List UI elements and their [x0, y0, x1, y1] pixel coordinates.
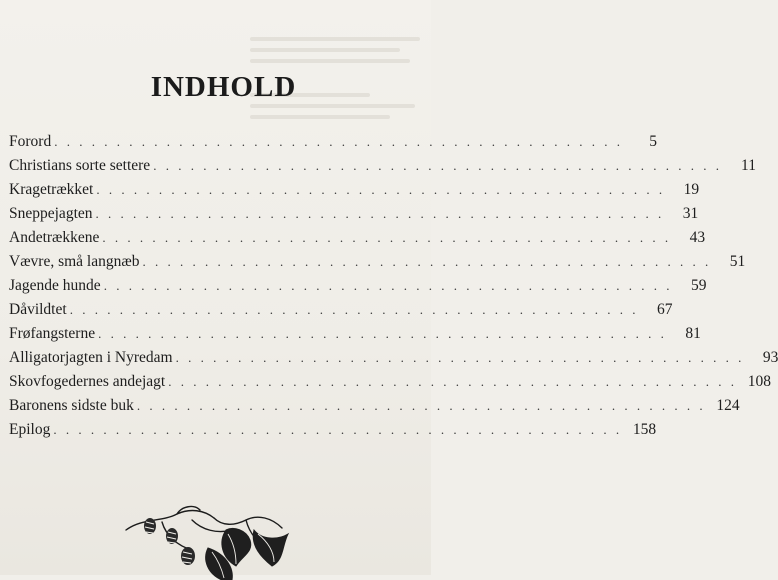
toc-entry[interactable] [9, 130, 657, 154]
dot-leader: . . . . . . . . . . . . . . . . . . . . . . . . . . . . . . . . . . . . . . . . . . . . . . [136, 398, 706, 413]
toc-entry-label: Christians sorte settere [9, 157, 151, 174]
toc-entry[interactable] [9, 370, 771, 394]
dot-leader: . . . . . . . . . . . . . . . . . . . . . . . . . . . . . . . . . . . . . . . . . . . . . . [98, 326, 667, 341]
dot-leader: . . . . . . . . . . . . . . . . . . . . . . . . . . . . . . . . . . . . . . . . . . . . . . [168, 374, 737, 389]
toc-entry-label: Baronens sidste buk [9, 397, 134, 414]
toc-entry[interactable] [9, 346, 778, 370]
toc-entry[interactable] [9, 226, 706, 250]
toc-entry[interactable] [9, 394, 740, 418]
toc-entry-page: 43 [689, 229, 706, 246]
dot-leader: . . . . . . . . . . . . . . . . . . . . . . . . . . . . . . . . . . . . . . . . . . . . . . [102, 230, 672, 245]
dot-leader: . . . . . . . . . . . . . . . . . . . . . . . . . . . . . . . . . . . . . . . . . . . . . . [54, 134, 623, 149]
dot-leader: . . . . . . . . . . . . . . . . . . . . . . . . . . . . . . . . . . . . . . . . . . . . . . [69, 302, 639, 317]
dot-leader: . . . . . . . . . . . . . . . . . . . . . . . . . . . . . . . . . . . . . . . . . . . . . . [175, 350, 745, 365]
toc-entry[interactable] [9, 154, 756, 178]
toc-entry-page: 11 [741, 157, 756, 174]
toc-entry-page: 31 [682, 205, 699, 222]
dot-leader: . . . . . . . . . . . . . . . . . . . . . . . . . . . . . . . . . . . . . . . . . . . . . . [142, 254, 712, 269]
toc-entry-label: Sneppejagten [9, 205, 93, 222]
toc-entry-page: 51 [729, 253, 746, 270]
toc-entry-page: 5 [649, 133, 657, 150]
toc-entry-label: Skovfogedernes andejagt [9, 373, 166, 390]
dot-leader: . . . . . . . . . . . . . . . . . . . . . . . . . . . . . . . . . . . . . . . . . . . . . . [103, 278, 673, 293]
toc-entry[interactable] [9, 322, 701, 346]
toc-entry-label: Forord [9, 133, 52, 150]
toc-entry-label: Vævre, små langnæb [9, 253, 140, 270]
toc-entry[interactable] [9, 418, 657, 442]
dot-leader: . . . . . . . . . . . . . . . . . . . . . . . . . . . . . . . . . . . . . . . . . . . . . . [153, 158, 722, 173]
hop-vine-ornament-icon [122, 500, 302, 580]
toc-entry-page: 81 [685, 325, 701, 342]
toc-entry-page: 67 [656, 301, 673, 318]
toc-entry[interactable] [9, 274, 707, 298]
toc-entry[interactable] [9, 298, 673, 322]
toc-entry-label: Kragetrækket [9, 181, 94, 198]
toc-entry-label: Alligatorjagten i Nyredam [9, 349, 173, 366]
toc-entry-page: 19 [683, 181, 700, 198]
toc-entry[interactable] [9, 178, 700, 202]
toc-entry[interactable] [9, 250, 746, 274]
dot-leader: . . . . . . . . . . . . . . . . . . . . . . . . . . . . . . . . . . . . . . . . . . . . . . [53, 422, 623, 437]
toc-entry[interactable] [9, 202, 699, 226]
toc-entry-label: Epilog [9, 421, 51, 438]
toc-entry-page: 108 [747, 373, 771, 390]
toc-entry-label: Jagende hunde [9, 277, 101, 294]
page-title: INDHOLD [150, 71, 297, 104]
dot-leader: . . . . . . . . . . . . . . . . . . . . . . . . . . . . . . . . . . . . . . . . . . . . . . [95, 206, 665, 221]
dot-leader: . . . . . . . . . . . . . . . . . . . . . . . . . . . . . . . . . . . . . . . . . . . . . . [96, 182, 666, 197]
toc-entry-label: Andetrækkene [9, 229, 100, 246]
toc-entry-page: 124 [716, 397, 740, 414]
toc-entry-page: 158 [632, 421, 657, 438]
toc-entry-page: 59 [690, 277, 707, 294]
toc-entry-page: 93 [762, 349, 778, 366]
toc-entry-label: Frøfangsterne [9, 325, 96, 342]
table-of-contents [9, 130, 778, 442]
toc-entry-label: Dåvildtet [9, 301, 67, 318]
